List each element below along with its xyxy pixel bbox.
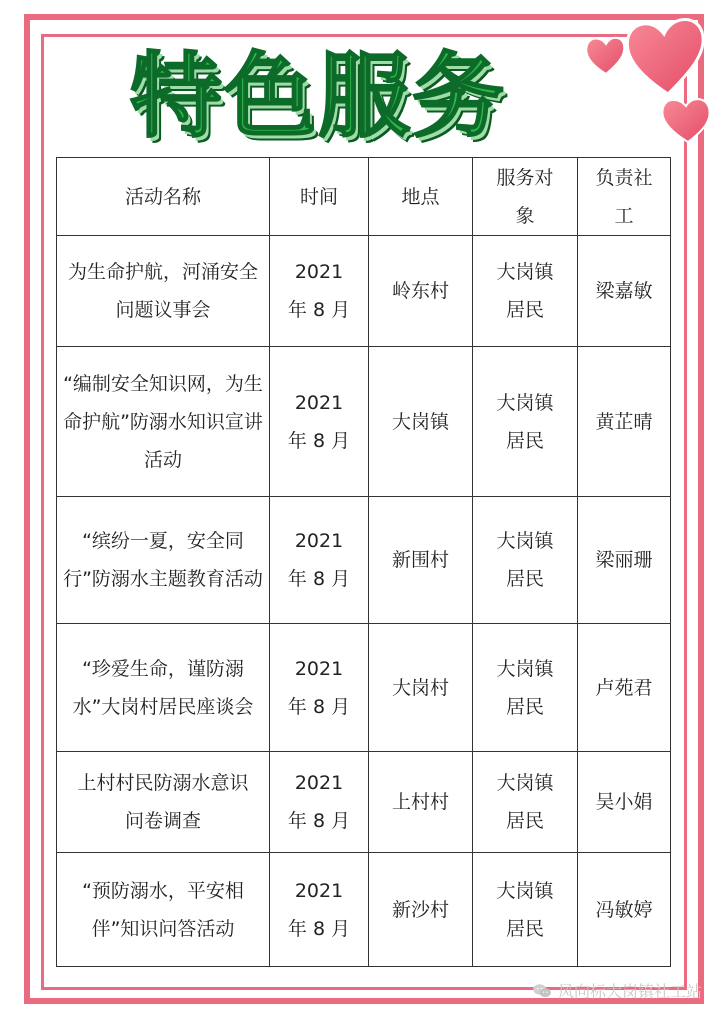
activity-target: 大岗镇居民 [473, 752, 578, 853]
activity-worker: 梁嘉敏 [578, 236, 671, 347]
table-row [57, 752, 671, 853]
table-header-row [57, 158, 671, 236]
activity-name: 为生命护航，河涌安全问题议事会 [57, 236, 270, 347]
activity-target: 大岗镇居民 [473, 624, 578, 752]
activity-target: 大岗镇居民 [473, 236, 578, 347]
col-header-name: 活动名称 [57, 158, 270, 236]
activity-time: 2021 年 8 月 [270, 624, 369, 752]
activity-name: 上村村民防溺水意识问卷调查 [57, 752, 270, 853]
page-title: 特色服务 [130, 43, 507, 150]
activity-target: 大岗镇居民 [473, 853, 578, 967]
activity-target: 大岗镇居民 [473, 347, 578, 497]
activity-place: 大岗村 [369, 624, 473, 752]
activity-target: 大岗镇居民 [473, 497, 578, 624]
activity-worker: 梁丽珊 [578, 497, 671, 624]
footer-text: 风向标大岗镇社工站 [557, 982, 702, 1001]
activity-worker: 吴小娟 [578, 752, 671, 853]
activity-name: “预防溺水，平安相伴”知识问答活动 [57, 853, 270, 967]
wechat-icon [532, 983, 552, 999]
service-table [56, 157, 671, 967]
footer-watermark [532, 979, 702, 1002]
activity-name: “珍爱生命，谨防溺水”大岗村居民座谈会 [57, 624, 270, 752]
activity-worker: 卢苑君 [578, 624, 671, 752]
activity-time: 2021 年 8 月 [270, 347, 369, 497]
activity-time: 2021 年 8 月 [270, 853, 369, 967]
col-header-worker: 负责社工 [578, 158, 671, 236]
col-header-time: 时间 [270, 158, 369, 236]
activity-place: 上村村 [369, 752, 473, 853]
table-row [57, 624, 671, 752]
table-row [57, 347, 671, 497]
activity-worker: 黄芷晴 [578, 347, 671, 497]
activity-worker: 冯敏婷 [578, 853, 671, 967]
activity-name: “编制安全知识网，为生命护航”防溺水知识宣讲活动 [57, 347, 270, 497]
activity-place: 新围村 [369, 497, 473, 624]
col-header-place: 地点 [369, 158, 473, 236]
table-row [57, 236, 671, 347]
table-row [57, 853, 671, 967]
activity-place: 大岗镇 [369, 347, 473, 497]
activity-time: 2021 年 8 月 [270, 497, 369, 624]
activity-place: 岭东村 [369, 236, 473, 347]
col-header-target: 服务对象 [473, 158, 578, 236]
activity-name: “缤纷一夏，安全同行”防溺水主题教育活动 [57, 497, 270, 624]
activity-time: 2021 年 8 月 [270, 236, 369, 347]
activity-place: 新沙村 [369, 853, 473, 967]
table-row [57, 497, 671, 624]
activity-time: 2021 年 8 月 [270, 752, 369, 853]
hearts-decoration-icon [568, 4, 718, 154]
